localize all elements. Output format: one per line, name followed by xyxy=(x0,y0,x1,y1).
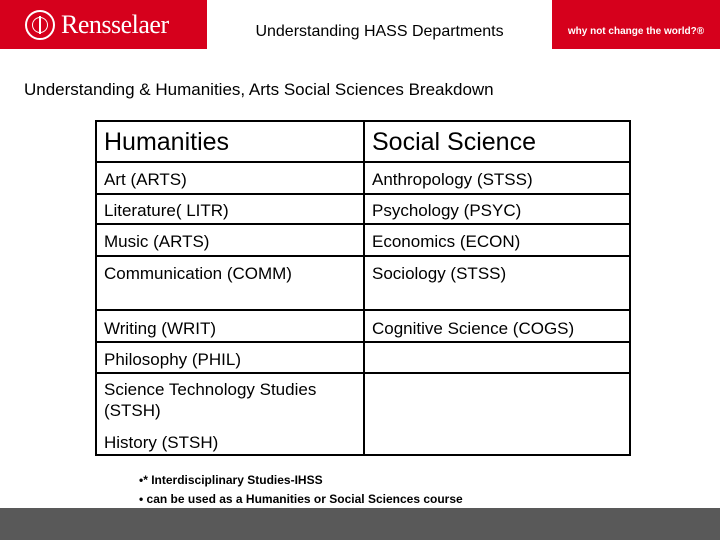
footnote: •* Interdisciplinary Studies-IHSS xyxy=(139,473,323,487)
header-humanities: Humanities xyxy=(104,128,230,156)
row-divider xyxy=(365,372,629,374)
row-divider xyxy=(97,193,629,195)
header-social-science: Social Science xyxy=(372,128,536,156)
row-divider xyxy=(97,341,363,343)
humanities-cell: Music (ARTS) xyxy=(104,232,210,251)
footer-bar xyxy=(0,508,720,540)
humanities-cell: Philosophy (PHIL) xyxy=(104,350,242,369)
social-science-cell: Anthropology (STSS) xyxy=(372,170,533,189)
row-divider xyxy=(97,223,629,225)
tagline: why not change the world?® xyxy=(567,26,705,37)
humanities-cell: Art (ARTS) xyxy=(104,170,187,189)
slide-subtitle: Understanding & Humanities, Arts Social Sciences Breakdown xyxy=(24,80,494,99)
seal-icon xyxy=(25,10,55,40)
social-science-cell: Cognitive Science (COGS) xyxy=(372,319,575,338)
humanities-cell: Writing (WRIT) xyxy=(104,319,217,338)
humanities-cell: History (STSH) xyxy=(104,433,219,452)
footnote: • can be used as a Humanities or Social Sciences course xyxy=(139,492,463,506)
row-divider xyxy=(97,372,363,374)
row-divider xyxy=(97,255,629,257)
row-divider xyxy=(365,341,629,343)
footnotes xyxy=(139,471,463,509)
social-science-cell: Sociology (STSS) xyxy=(372,264,507,283)
tagline-block xyxy=(552,0,720,49)
departments-table xyxy=(95,120,631,456)
logo-text: Rensselaer xyxy=(61,9,169,39)
social-science-cell: Economics (ECON) xyxy=(372,232,521,251)
social-science-cell: Psychology (PSYC) xyxy=(372,201,522,220)
slide-header xyxy=(0,0,720,49)
rensselaer-logo xyxy=(0,0,207,49)
row-divider xyxy=(97,309,629,311)
humanities-cell: Literature( LITR) xyxy=(104,201,229,220)
header-title: Understanding HASS Departments xyxy=(255,22,504,40)
humanities-cell: Communication (COMM) xyxy=(104,264,292,283)
humanities-cell: Science Technology Studies (STSH) xyxy=(104,380,317,420)
row-divider xyxy=(97,161,629,163)
